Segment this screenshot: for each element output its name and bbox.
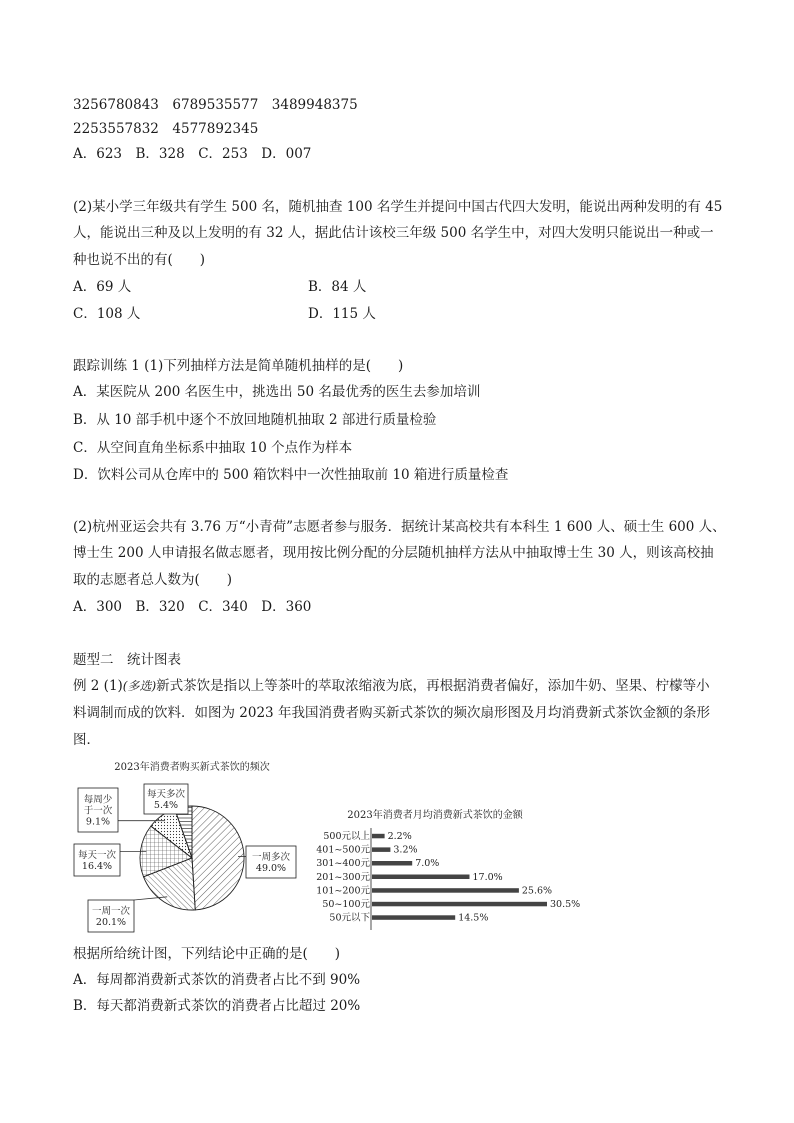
after-question: 根据所给统计图，下列结论中正确的是( )	[73, 946, 341, 962]
q2-line-1: (2)某小学三年级共有学生 500 名，随机抽查 100 名学生并提问中国古代四大发明，能说出两种发明的有 45	[73, 199, 723, 215]
example-line-1	[73, 677, 710, 695]
pie-slice-pct: 9.1%	[85, 816, 111, 828]
random-number-row-2: 2253557832 4577892345	[73, 121, 259, 137]
bar	[372, 888, 519, 893]
multi-select-tag: (多选)	[122, 679, 157, 693]
after-option-b: B．每天都消费新式茶饮的消费者占比超过 20%	[73, 998, 361, 1014]
random-number-row-1: 3256780843 6789535577 3489948375	[73, 97, 358, 113]
training-title: 跟踪训练 1 (1)下列抽样方法是简单随机抽样的是( )	[73, 358, 404, 374]
q2-line-3: 种也说不出的有( )	[73, 252, 206, 268]
training2-line-3: 取的志愿者总人数为( )	[73, 572, 233, 588]
training2-line-2: 博士生 200 人申请报名做志愿者，现用按比例分配的分层随机抽样方法从中抽取博士生 30 人，则该高校抽	[73, 545, 714, 561]
pie-title: 2023年消费者购买新式茶饮的频次	[114, 762, 270, 773]
example-prefix: 例 2 (1)	[73, 678, 123, 694]
pie-slice	[192, 806, 244, 910]
after-option-a: A．每周都消费新式茶饮的消费者占比不到 90%	[73, 972, 361, 988]
training2-line-1: (2)杭州亚运会共有 3.76 万“小青荷”志愿者参与服务．据统计某高校共有本科生 1 600 人、硕士生 600 人、	[73, 519, 726, 535]
example-line-1-text: 新式茶饮是指以上等茶叶的萃取浓缩液为底，再根据消费者偏好，添加牛奶、坚果、柠檬等小	[156, 678, 710, 694]
q2-option-d: D．115 人	[308, 306, 376, 322]
pie-slice-label: 每天多次	[146, 789, 186, 800]
pie-slice-pct: 49.0%	[255, 863, 287, 874]
bar-value-label: 30.5%	[550, 899, 581, 910]
q2-option-b: B．84 人	[308, 279, 367, 295]
section-title: 题型二 统计图表	[73, 652, 181, 668]
pie-slice-label: 一周一次	[91, 906, 131, 917]
example-line-3: 图．	[73, 732, 100, 748]
bar-category-label: 50元以下	[329, 912, 370, 924]
pie-slice-label: 每天一次	[77, 850, 117, 861]
pie-slice-pct: 20.1%	[95, 917, 127, 928]
pie-slice-pct: 16.4%	[81, 861, 113, 872]
bar	[372, 834, 385, 839]
bar-value-label: 14.5%	[458, 912, 489, 924]
q2-option-c: C．108 人	[73, 306, 141, 322]
bar-value-label: 2.2%	[387, 831, 412, 842]
training-option-a: A．某医院从 200 名医生中，挑选出 50 名最优秀的医生去参加培训	[73, 384, 481, 400]
bar-value-label: 7.0%	[415, 858, 440, 870]
bar-category-label: 50~100元	[322, 899, 370, 910]
bar-category-label: 401~500元	[316, 844, 370, 856]
bar-value-label: 3.2%	[393, 844, 418, 856]
bar	[372, 847, 390, 852]
bar-category-label: 301~400元	[316, 858, 370, 870]
frequency-pie-chart	[70, 758, 305, 934]
pie-slice-label: 每周少	[83, 794, 113, 806]
bar	[372, 902, 547, 907]
bar-category-label: 201~300元	[316, 871, 370, 883]
bar	[372, 915, 455, 920]
training-option-b: B．从 10 部手机中逐个不放回地随机抽取 2 部进行质量检验	[73, 412, 437, 428]
pie-slice-pct: 5.4%	[153, 800, 179, 811]
bar-category-label: 101~200元	[316, 885, 370, 897]
bar-category-label: 500元以上	[323, 831, 370, 842]
training-option-c: C．从空间直角坐标系中抽取 10 个点作为样本	[73, 440, 353, 456]
example-line-2: 料调制而成的饮料．如图为 2023 年我国消费者购买新式茶饮的频次扇形图及月均消费新式茶饮金额的条形	[73, 705, 710, 721]
bar	[372, 875, 470, 880]
training-option-d: D．饮料公司从仓库中的 500 箱饮料中一次性抽取前 10 箱进行质量检查	[73, 467, 509, 483]
pie-slice-label: 一周多次	[251, 852, 291, 863]
bar-value-label: 25.6%	[521, 885, 553, 897]
bar	[372, 861, 412, 866]
q1-options: A．623 B．328 C．253 D．007	[73, 146, 312, 162]
bar-title: 2023年消费者月均消费新式茶饮的金额	[347, 810, 523, 821]
training2-options: A．300 B．320 C．340 D．360	[73, 599, 312, 615]
q2-line-2: 人，能说出三种及以上发明的有 32 人，据此估计该校三年级 500 名学生中，对四大发明只能说出一种或一	[73, 225, 714, 241]
pie-slice-label: 于一次	[83, 805, 113, 817]
amount-bar-chart	[308, 800, 581, 935]
bar-value-label: 17.0%	[472, 871, 503, 883]
q2-option-a: A．69 人	[73, 279, 132, 295]
